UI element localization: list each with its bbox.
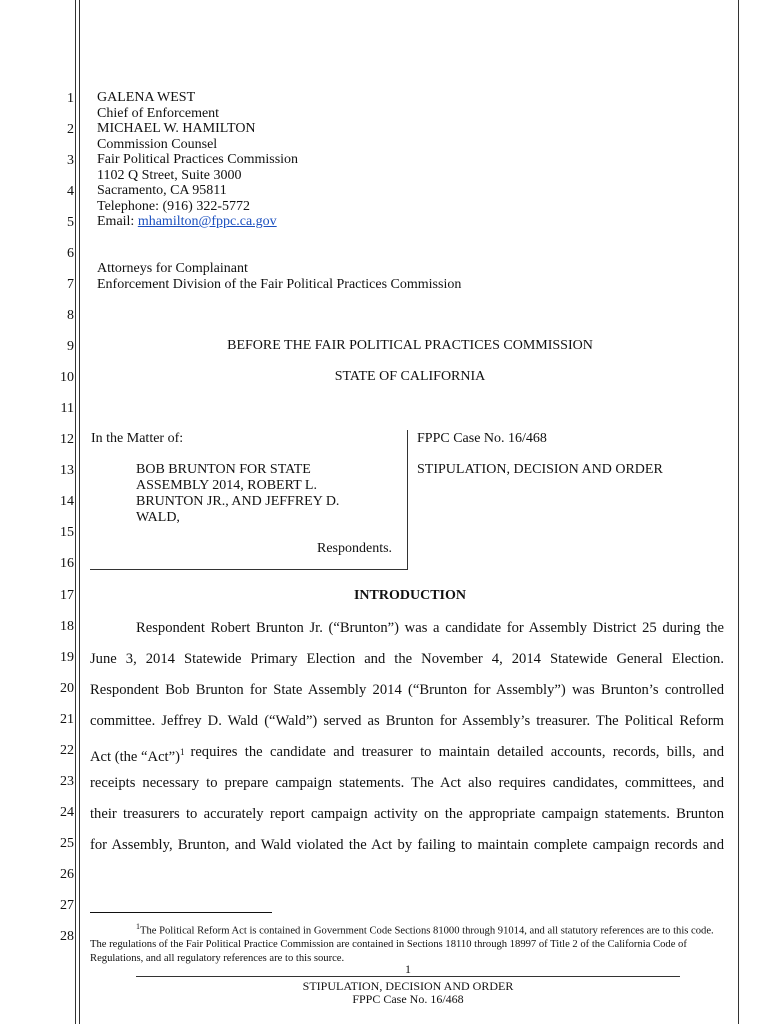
header-line: MICHAEL W. HAMILTON — [97, 121, 256, 136]
right-margin-line — [738, 0, 739, 1024]
caption-divider-horizontal — [90, 569, 408, 570]
footnote-separator — [90, 912, 272, 913]
court-title: BEFORE THE FAIR POLITICAL PRACTICES COMMISSION — [227, 338, 593, 353]
section-heading: INTRODUCTION — [353, 588, 466, 603]
line-number: 15 — [60, 525, 74, 540]
respondents-line: ASSEMBLY 2014, ROBERT L. — [136, 478, 317, 493]
footer-rule — [136, 976, 680, 977]
line-number: 11 — [60, 401, 74, 416]
line-number: 13 — [60, 463, 74, 478]
line-number: 19 — [60, 650, 74, 665]
line-number: 25 — [60, 836, 74, 851]
body-line: committee. Jeffrey D. Wald (“Wald”) served as Brunton for Assembly’s treasurer. The Political Reform — [90, 713, 724, 729]
body-line: their treasurers to accurately report campaign activity on the appropriate campaign statements. Brunton — [90, 806, 724, 822]
footnote — [90, 920, 726, 965]
body-line: receipts necessary to prepare campaign statements. The Act also requires candidates, committees, and — [90, 775, 724, 791]
line-number: 18 — [60, 619, 74, 634]
respondents-line: WALD, — [136, 510, 180, 525]
email-link[interactable]: mhamilton@fppc.ca.gov — [137, 214, 277, 229]
page-number: 1 — [405, 962, 411, 976]
email-line — [97, 214, 277, 230]
line-number: 1 — [67, 91, 74, 106]
line-number: 14 — [60, 494, 74, 509]
header-line: Sacramento, CA 95811 — [97, 183, 227, 198]
line-number: 28 — [60, 929, 74, 944]
line-number: 12 — [60, 432, 74, 447]
body-line: Respondent Robert Brunton Jr. (“Brunton”) was a candidate for Assembly District 25 during the — [136, 620, 724, 636]
line-number: 5 — [67, 215, 74, 230]
line-number: 23 — [60, 774, 74, 789]
case-number: FPPC Case No. 16/468 — [417, 431, 547, 446]
header-line: 1102 Q Street, Suite 3000 — [97, 167, 242, 183]
division: Enforcement Division of the Fair Political Practices Commission — [97, 276, 462, 292]
line-number: 24 — [60, 805, 74, 820]
line-number: 3 — [67, 153, 74, 168]
header-line: Chief of Enforcement — [97, 105, 220, 121]
line-number: 21 — [60, 712, 74, 727]
footnote-ref[interactable]: 1 — [179, 747, 185, 757]
body-line: Respondent Bob Brunton for State Assembly 2014 (“Brunton for Assembly”) was Brunton’s controlled — [90, 682, 724, 698]
respondents-line: BRUNTON JR., AND JEFFREY D. — [136, 494, 340, 509]
line-number: 2 — [67, 122, 74, 137]
line-number: 8 — [67, 308, 74, 323]
footnote-text: The Political Reform Act is contained in Government Code Sections 81000 through 91014, and all statutory references are to this code. The regulations of the Fair Political Practice Commission are contained in Sections 18110 through 18997 of Title 2 of the California Code of Regulations, and all regulatory references are to this source. — [90, 925, 714, 964]
respondents-label: Respondents. — [317, 541, 393, 556]
line-number: 26 — [60, 867, 74, 882]
body-line: for Assembly, Brunton, and Wald violated the Act by failing to maintain complete campaign records and — [90, 837, 724, 853]
body-line — [90, 743, 724, 766]
line-number: 16 — [60, 556, 74, 571]
left-margin-line-inner — [79, 0, 80, 1024]
email-label: Email: — [97, 214, 135, 229]
header-line: GALENA WEST — [97, 90, 196, 105]
header-line: Commission Counsel — [97, 136, 218, 152]
footer-title: STIPULATION, DECISION AND ORDER — [302, 979, 514, 993]
line-number: 4 — [67, 184, 74, 199]
line-number: 10 — [60, 370, 74, 385]
footnote-marker: 1 — [136, 922, 140, 931]
respondents-line: BOB BRUNTON FOR STATE — [136, 462, 311, 477]
body-line: June 3, 2014 Statewide Primary Election and the November 4, 2014 Statewide General Election. — [90, 651, 724, 667]
caption-divider-vertical — [407, 430, 408, 569]
footer-case: FPPC Case No. 16/468 — [352, 992, 464, 1006]
court-state: STATE OF CALIFORNIA — [334, 369, 486, 384]
line-number: 17 — [60, 588, 74, 603]
left-margin-line-outer — [75, 0, 76, 1024]
header-line: Telephone: (916) 322-5772 — [97, 198, 250, 214]
line-number: 20 — [60, 681, 74, 696]
matter-label: In the Matter of: — [91, 431, 184, 446]
act-prefix: Act (the “Act”)$^1$ — [90, 747, 185, 765]
line-number: 7 — [67, 277, 74, 292]
header-line: Fair Political Practices Commission — [97, 152, 299, 167]
line-number: 27 — [60, 898, 74, 913]
body-line-rest: requires the candidate and treasurer to maintain detailed accounts, records, bills, and — [190, 744, 724, 760]
document-title: STIPULATION, DECISION AND ORDER — [417, 462, 663, 477]
attorneys-for: Attorneys for Complainant — [97, 261, 248, 276]
line-number: 9 — [67, 339, 74, 354]
line-number: 22 — [60, 743, 74, 758]
line-number: 6 — [67, 246, 74, 261]
